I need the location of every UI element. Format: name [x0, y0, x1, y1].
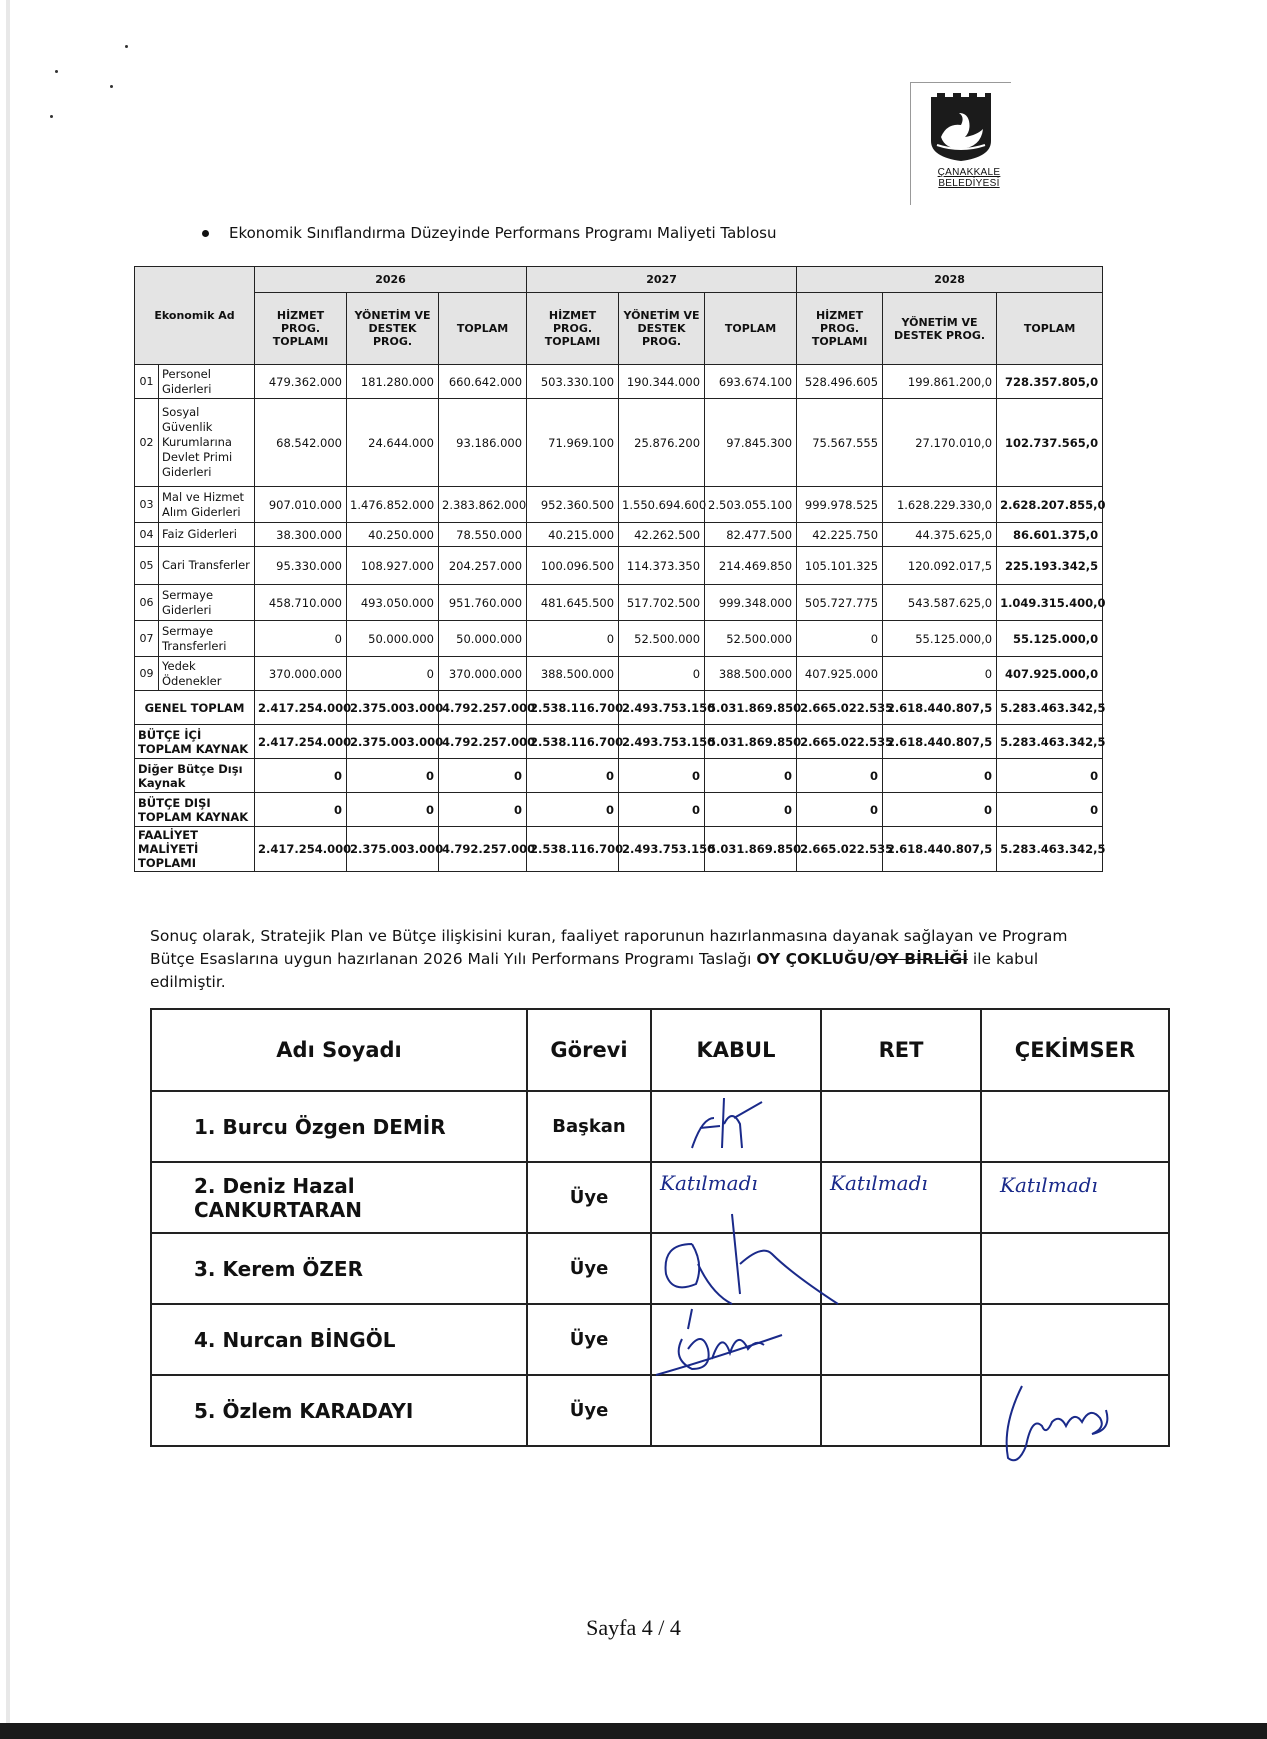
- cost-row: [135, 399, 1103, 487]
- total-value-cell: 2.538.116.700: [527, 827, 619, 872]
- economic-name: Faiz Giderleri: [159, 523, 255, 547]
- value-cell: 38.300.000: [255, 523, 347, 547]
- total-value-cell: 2.417.254.000: [255, 725, 347, 759]
- value-cell: 660.642.000: [439, 365, 527, 399]
- handwritten-note: Katılmadı: [660, 1171, 758, 1195]
- total-value-cell: 2.375.003.000: [347, 691, 439, 725]
- reject-cell: [821, 1091, 981, 1162]
- value-cell: 1.550.694.600: [619, 487, 705, 523]
- col-header: HİZMET PROG. TOPLAMI: [797, 293, 883, 365]
- value-cell: 0: [347, 657, 439, 691]
- total-row: [135, 793, 1103, 827]
- economic-name: Yedek Ödenekler: [159, 657, 255, 691]
- header-reject: RET: [821, 1009, 981, 1091]
- value-cell: 52.500.000: [619, 621, 705, 657]
- total-value-cell: 5.283.463.342,5: [997, 691, 1103, 725]
- reject-cell: [821, 1233, 981, 1304]
- total-value-cell: 0: [997, 759, 1103, 793]
- total-value-cell: 2.417.254.000: [255, 827, 347, 872]
- value-cell: 543.587.625,0: [883, 585, 997, 621]
- value-cell: 2.503.055.100: [705, 487, 797, 523]
- total-label: GENEL TOPLAM: [135, 691, 255, 725]
- economic-name: Mal ve Hizmet Alım Giderleri: [159, 487, 255, 523]
- value-cell: 1.628.229.330,0: [883, 487, 997, 523]
- economic-code: 02: [135, 399, 159, 487]
- cost-table: [134, 266, 1106, 872]
- member-name: 2. Deniz Hazal CANKURTARAN: [151, 1162, 527, 1233]
- abstain-cell: [981, 1233, 1169, 1304]
- signature-mark: [662, 1078, 772, 1168]
- total-row: [135, 827, 1103, 872]
- col-header: TOPLAM: [705, 293, 797, 365]
- value-cell: 78.550.000: [439, 523, 527, 547]
- total-value-cell: 5.031.869.850: [705, 725, 797, 759]
- value-cell: 528.496.605: [797, 365, 883, 399]
- value-cell: 225.193.342,5: [997, 547, 1103, 585]
- col-header: HİZMET PROG. TOPLAMI: [255, 293, 347, 365]
- cost-row: [135, 365, 1103, 399]
- economic-code: 07: [135, 621, 159, 657]
- value-cell: 82.477.500: [705, 523, 797, 547]
- total-value-cell: 0: [883, 759, 997, 793]
- total-value-cell: 2.493.753.150: [619, 827, 705, 872]
- accept-cell: [651, 1162, 821, 1233]
- value-cell: 40.215.000: [527, 523, 619, 547]
- value-cell: 481.645.500: [527, 585, 619, 621]
- total-value-cell: 0: [619, 793, 705, 827]
- value-cell: 55.125.000,0: [997, 621, 1103, 657]
- header-name: Adı Soyadı: [151, 1009, 527, 1091]
- conclusion-text: Sonuç olarak, Stratejik Plan ve Bütçe ilişkisini kuran, faaliyet raporunun hazırlanmasına dayanak sağlayan ve Program Bütçe Esaslarına uygun hazırlanan 2026 Mali Yılı Performans Programı Taslağı: [150, 927, 1068, 968]
- accept-cell: [651, 1304, 821, 1375]
- value-cell: 95.330.000: [255, 547, 347, 585]
- total-value-cell: 5.283.463.342,5: [997, 827, 1103, 872]
- total-value-cell: 5.031.869.850: [705, 691, 797, 725]
- abstain-cell: [981, 1162, 1169, 1233]
- value-cell: 693.674.100: [705, 365, 797, 399]
- member-name: 3. Kerem ÖZER: [151, 1233, 527, 1304]
- total-value-cell: 0: [255, 759, 347, 793]
- value-cell: 120.092.017,5: [883, 547, 997, 585]
- value-cell: 0: [883, 657, 997, 691]
- value-cell: 50.000.000: [347, 621, 439, 657]
- total-label: Diğer Bütçe Dışı Kaynak: [135, 759, 255, 793]
- economic-code: 06: [135, 585, 159, 621]
- signature-mark: [982, 1366, 1142, 1476]
- value-cell: 0: [619, 657, 705, 691]
- economic-code: 03: [135, 487, 159, 523]
- vote-option-selected: OY ÇOKLUĞU/: [756, 950, 876, 968]
- total-value-cell: 0: [705, 759, 797, 793]
- total-value-cell: 2.493.753.150: [619, 725, 705, 759]
- total-row: [135, 759, 1103, 793]
- total-value-cell: 2.375.003.000: [347, 725, 439, 759]
- value-cell: 181.280.000: [347, 365, 439, 399]
- total-value-cell: 4.792.257.000: [439, 725, 527, 759]
- member-name: 1. Burcu Özgen DEMİR: [151, 1091, 527, 1162]
- total-value-cell: 2.375.003.000: [347, 827, 439, 872]
- reject-cell: [821, 1304, 981, 1375]
- value-cell: 71.969.100: [527, 399, 619, 487]
- value-cell: 951.760.000: [439, 585, 527, 621]
- signature-mark: [652, 1289, 802, 1389]
- abstain-cell: [981, 1375, 1169, 1446]
- page-edge: [6, 0, 10, 1739]
- value-cell: 458.710.000: [255, 585, 347, 621]
- value-cell: 999.348.000: [705, 585, 797, 621]
- value-cell: 44.375.625,0: [883, 523, 997, 547]
- handwritten-note: Katılmadı: [830, 1171, 928, 1195]
- cost-row: [135, 657, 1103, 691]
- total-value-cell: 0: [439, 759, 527, 793]
- corner-header: Ekonomik Ad: [135, 267, 255, 365]
- value-cell: 199.861.200,0: [883, 365, 997, 399]
- total-value-cell: 0: [619, 759, 705, 793]
- value-cell: 370.000.000: [439, 657, 527, 691]
- total-value-cell: 2.493.753.150: [619, 691, 705, 725]
- col-header: TOPLAM: [439, 293, 527, 365]
- header-role: Görevi: [527, 1009, 651, 1091]
- total-value-cell: 0: [347, 759, 439, 793]
- value-cell: 42.225.750: [797, 523, 883, 547]
- logo-line-2: BELEDİYESİ: [938, 178, 1000, 189]
- conclusion-paragraph: [150, 925, 1100, 994]
- total-value-cell: 2.665.022.535: [797, 691, 883, 725]
- total-value-cell: 2.538.116.700: [527, 691, 619, 725]
- conclusion-text-end: ile kabul edilmiştir.: [150, 950, 1039, 991]
- col-header: HİZMET PROG. TOPLAMI: [527, 293, 619, 365]
- cost-row: [135, 523, 1103, 547]
- economic-code: 09: [135, 657, 159, 691]
- member-row: [151, 1233, 1169, 1304]
- economic-code: 05: [135, 547, 159, 585]
- value-cell: 102.737.565,0: [997, 399, 1103, 487]
- value-cell: 388.500.000: [705, 657, 797, 691]
- total-value-cell: 4.792.257.000: [439, 827, 527, 872]
- value-cell: 370.000.000: [255, 657, 347, 691]
- value-cell: 503.330.100: [527, 365, 619, 399]
- handwritten-note: Katılmadı: [1000, 1173, 1098, 1197]
- value-cell: 1.476.852.000: [347, 487, 439, 523]
- value-cell: 0: [527, 621, 619, 657]
- member-role: Üye: [527, 1233, 651, 1304]
- logo-line-1: ÇANAKKALE: [937, 167, 1001, 178]
- abstain-cell: [981, 1304, 1169, 1375]
- value-cell: 100.096.500: [527, 547, 619, 585]
- value-cell: 105.101.325: [797, 547, 883, 585]
- section-title-text: Ekonomik Sınıflandırma Düzeyinde Performans Programı Maliyeti Tablosu: [229, 224, 777, 242]
- reject-cell: [821, 1162, 981, 1233]
- value-cell: 0: [797, 621, 883, 657]
- bullet-icon: [202, 230, 209, 237]
- economic-code: 01: [135, 365, 159, 399]
- total-value-cell: 0: [439, 793, 527, 827]
- total-label: FAALİYET MALİYETİ TOPLAMI: [135, 827, 255, 872]
- col-header: YÖNETİM VE DESTEK PROG.: [619, 293, 705, 365]
- header-abstain: ÇEKİMSER: [981, 1009, 1169, 1091]
- value-cell: 999.978.525: [797, 487, 883, 523]
- page-number: Sayfa 4 / 4: [586, 1615, 681, 1640]
- value-cell: 86.601.375,0: [997, 523, 1103, 547]
- value-cell: 479.362.000: [255, 365, 347, 399]
- member-role: Başkan: [527, 1091, 651, 1162]
- value-cell: 2.628.207.855,0: [997, 487, 1103, 523]
- value-cell: 1.049.315.400,0: [997, 585, 1103, 621]
- value-cell: 27.170.010,0: [883, 399, 997, 487]
- value-cell: 204.257.000: [439, 547, 527, 585]
- member-role: Üye: [527, 1375, 651, 1446]
- vote-option-struck: OY BİRLİĞİ: [875, 950, 968, 968]
- value-cell: 214.469.850: [705, 547, 797, 585]
- section-title: [202, 224, 776, 242]
- value-cell: 50.000.000: [439, 621, 527, 657]
- col-header: YÖNETİM VE DESTEK PROG.: [347, 293, 439, 365]
- total-row: [135, 691, 1103, 725]
- scan-speck: [50, 115, 53, 118]
- total-value-cell: 0: [705, 793, 797, 827]
- value-cell: 68.542.000: [255, 399, 347, 487]
- total-value-cell: 0: [797, 759, 883, 793]
- value-cell: 52.500.000: [705, 621, 797, 657]
- value-cell: 42.262.500: [619, 523, 705, 547]
- total-value-cell: 2.538.116.700: [527, 725, 619, 759]
- economic-name: Sosyal Güvenlik Kurumlarına Devlet Primi Giderleri: [159, 399, 255, 487]
- total-value-cell: 5.283.463.342,5: [997, 725, 1103, 759]
- value-cell: 407.925.000: [797, 657, 883, 691]
- total-value-cell: 2.665.022.535: [797, 725, 883, 759]
- cost-row: [135, 547, 1103, 585]
- total-value-cell: 0: [347, 793, 439, 827]
- year-header-2027: 2027: [527, 267, 797, 293]
- member-row: [151, 1091, 1169, 1162]
- value-cell: 25.876.200: [619, 399, 705, 487]
- total-value-cell: 2.665.022.535: [797, 827, 883, 872]
- total-value-cell: 0: [255, 793, 347, 827]
- scan-speck: [55, 70, 58, 73]
- value-cell: 493.050.000: [347, 585, 439, 621]
- total-value-cell: 2.618.440.807,5: [883, 691, 997, 725]
- value-cell: 114.373.350: [619, 547, 705, 585]
- total-value-cell: 2.618.440.807,5: [883, 827, 997, 872]
- cost-row: [135, 621, 1103, 657]
- value-cell: 24.644.000: [347, 399, 439, 487]
- value-cell: 388.500.000: [527, 657, 619, 691]
- value-cell: 0: [255, 621, 347, 657]
- value-cell: 517.702.500: [619, 585, 705, 621]
- economic-code: 04: [135, 523, 159, 547]
- value-cell: 40.250.000: [347, 523, 439, 547]
- value-cell: 505.727.775: [797, 585, 883, 621]
- municipality-logo: [910, 82, 1011, 205]
- total-label: BÜTÇE DIŞI TOPLAM KAYNAK: [135, 793, 255, 827]
- value-cell: 952.360.500: [527, 487, 619, 523]
- header-accept: KABUL: [651, 1009, 821, 1091]
- value-cell: 97.845.300: [705, 399, 797, 487]
- economic-name: Cari Transferler: [159, 547, 255, 585]
- economic-name: Personel Giderleri: [159, 365, 255, 399]
- total-value-cell: 0: [527, 759, 619, 793]
- total-row: [135, 725, 1103, 759]
- abstain-cell: [981, 1091, 1169, 1162]
- value-cell: 728.357.805,0: [997, 365, 1103, 399]
- member-row: [151, 1304, 1169, 1375]
- vote-table: [150, 1008, 1170, 1447]
- value-cell: 93.186.000: [439, 399, 527, 487]
- cost-row: [135, 487, 1103, 523]
- reject-cell: [821, 1375, 981, 1446]
- economic-name: Sermaye Giderleri: [159, 585, 255, 621]
- total-label: BÜTÇE İÇİ TOPLAM KAYNAK: [135, 725, 255, 759]
- value-cell: 108.927.000: [347, 547, 439, 585]
- total-value-cell: 4.792.257.000: [439, 691, 527, 725]
- total-value-cell: 5.031.869.850: [705, 827, 797, 872]
- year-header-2028: 2028: [797, 267, 1103, 293]
- total-value-cell: 0: [997, 793, 1103, 827]
- member-role: Üye: [527, 1162, 651, 1233]
- total-value-cell: 2.417.254.000: [255, 691, 347, 725]
- value-cell: 907.010.000: [255, 487, 347, 523]
- scan-speck: [110, 85, 113, 88]
- value-cell: 407.925.000,0: [997, 657, 1103, 691]
- year-header-2026: 2026: [255, 267, 527, 293]
- value-cell: 2.383.862.000: [439, 487, 527, 523]
- economic-name: Sermaye Transferleri: [159, 621, 255, 657]
- member-name: 5. Özlem KARADAYI: [151, 1375, 527, 1446]
- scan-edge: [0, 1723, 1267, 1739]
- member-row: [151, 1162, 1169, 1233]
- cost-row: [135, 585, 1103, 621]
- value-cell: 75.567.555: [797, 399, 883, 487]
- accept-cell: [651, 1233, 821, 1304]
- accept-cell: [651, 1375, 821, 1446]
- member-role: Üye: [527, 1304, 651, 1375]
- value-cell: 55.125.000,0: [883, 621, 997, 657]
- col-header: YÖNETİM VE DESTEK PROG.: [883, 293, 997, 365]
- total-value-cell: 0: [527, 793, 619, 827]
- member-name: 4. Nurcan BİNGÖL: [151, 1304, 527, 1375]
- total-value-cell: 0: [883, 793, 997, 827]
- castle-swan-emblem-icon: [927, 91, 995, 163]
- scan-speck: [125, 45, 128, 48]
- total-value-cell: 2.618.440.807,5: [883, 725, 997, 759]
- member-row: [151, 1375, 1169, 1446]
- accept-cell: [651, 1091, 821, 1162]
- col-header: TOPLAM: [997, 293, 1103, 365]
- total-value-cell: 0: [797, 793, 883, 827]
- value-cell: 190.344.000: [619, 365, 705, 399]
